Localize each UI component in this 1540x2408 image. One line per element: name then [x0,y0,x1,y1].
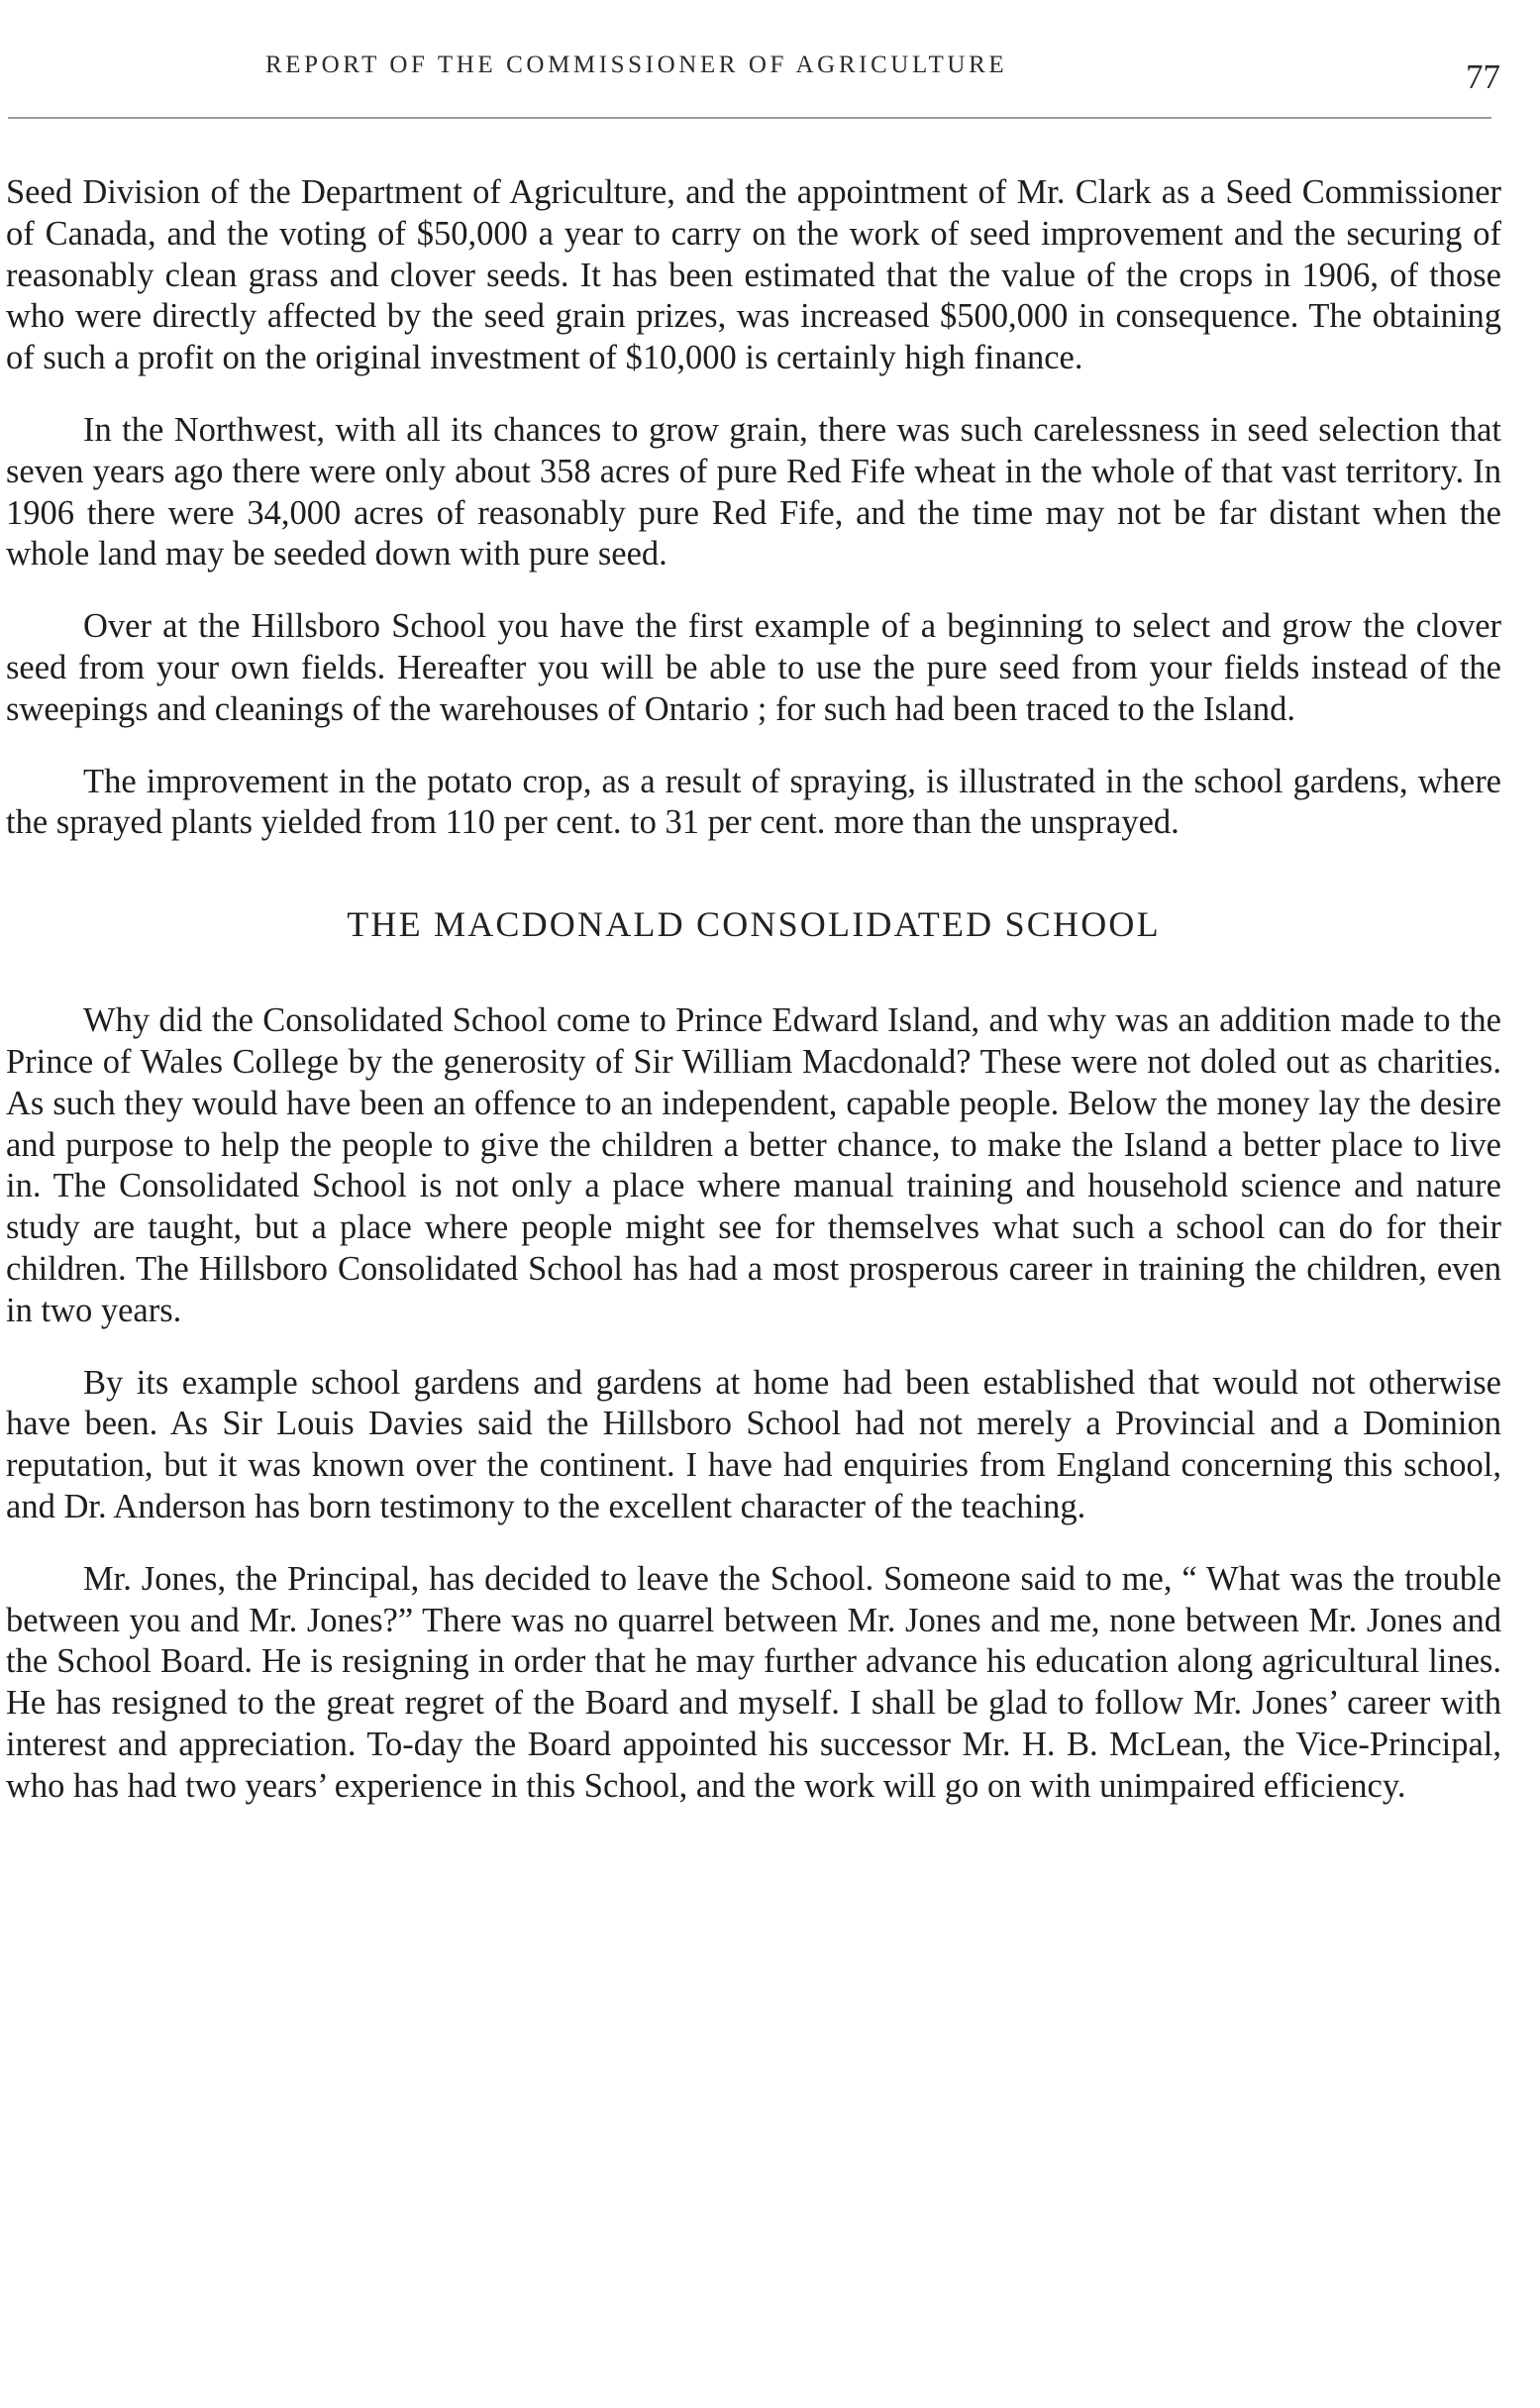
paragraph: The improvement in the potato crop, as a result of spraying, is illustrated in the school gardens, where the sprayed plants yielded from 110 per cent. to 31 per cent. more than the unsprayed. [6,762,1501,842]
paragraph-gap [6,576,1501,606]
paragraph-gap [6,379,1501,410]
header-rule [8,117,1491,119]
paragraph: Over at the Hillsboro School you have the first example of a beginning to select and grow the clover seed from your own fields. Hereafter you will be able to use the pure seed from your fields instead of the sweepings and cleanings of the warehouses of Ontario ; for such had been traced to the Island. [6,607,1501,728]
running-title: REPORT OF THE COMMISSIONER OF AGRICULTURE [265,52,1008,78]
paragraph: Why did the Consolidated School come to Prince Edward Island, and why was an addition made to the Prince of Wales College by the generosity of Sir William Macdonald? These were not doled out as charities. As such they would have been an offence to an independent, capable people. Below the money lay the desire and purpose to help the people to give the children a better chance, to make the Island a better place to live in. The Consolidated School is not only a place where manual training and household science and nature study are taught, but a place where people might see for themselves what such a school can do for their children. The Hillsboro Consolidated School has had a most prosperous career in training the children, even in two years. [6,1001,1501,1329]
paragraph: Seed Division of the Department of Agriculture, and the appointment of Mr. Clark as a Seed Commissioner of Canada, and the voting of $50,000 a year to carry on the work of seed improvement and the securing of reasonably clean grass and clover seeds. It has been estimated that the value of the crops in 1906, of those who were directly affected by the seed grain prizes, was increased $500,000 in consequence. The obtaining of such a profit on the original investment of $10,000 is certainly high finance. [6,173,1501,377]
paragraph-gap [6,1332,1501,1363]
section-heading: THE MACDONALD CONSOLIDATED SCHOOL [347,904,1161,945]
paragraph-gap [6,1528,1501,1559]
paragraph-gap [6,731,1501,762]
page-body [6,172,1501,1808]
paragraph: By its example school gardens and gardens at home had been established that would not otherwise have been. As Sir Louis Davies said the Hillsboro School had not merely a Provincial and a Dominion reputation, but it was known over the continent. I have had enquiries from England concerning this school, and Dr. Anderson has born testimony to the excellent character of the teaching. [6,1363,1501,1525]
paragraph: In the Northwest, with all its chances to grow grain, there was such carelessness in seed selection that seven years ago there were only about 358 acres of pure Red Fife wheat in the whole of that vast territory. In 1906 there were 34,000 acres of reasonably pure Red Fife, and the time may not be far distant when the whole land may be seeded down with pure seed. [6,410,1501,574]
page-number: 77 [1466,57,1500,96]
paragraph: Mr. Jones, the Principal, has decided to leave the School. Someone said to me, “ What was the trouble between you and Mr. Jones?” There was no quarrel between Mr. Jones and me, none between Mr. Jones and the School Board. He is resigning in order that he may further advance his education along agricultural lines. He has resigned to the great regret of the Board and myself. I shall be glad to follow Mr. Jones’ career with interest and appreciation. To-day the Board appointed his successor Mr. H. B. McLean, the Vice-Principal, who has had two years’ experience in this School, and the work will go on with unimpaired efficiency. [6,1559,1501,1805]
